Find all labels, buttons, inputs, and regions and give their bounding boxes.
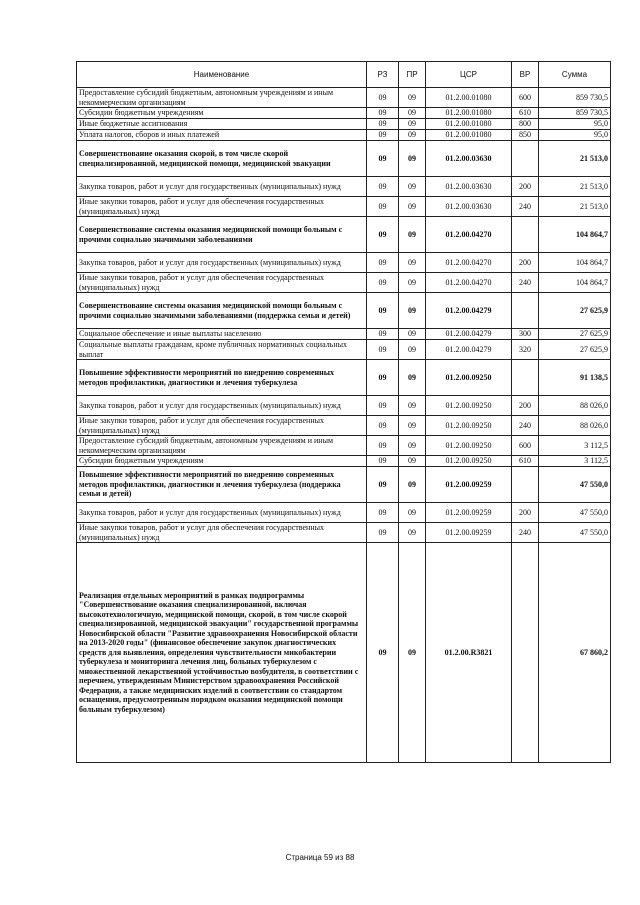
cell-name: Социальное обеспечение и иные выплаты населению xyxy=(77,329,367,340)
cell-pr: 09 xyxy=(399,396,426,416)
cell-pr: 09 xyxy=(399,253,426,273)
cell-name: Повышение эффективности мероприятий по внедрению современных методов профилактики, диагностики и лечения туберкулеза xyxy=(77,360,367,396)
cell-csr: 01.2.00.04279 xyxy=(426,329,512,340)
cell-name: Совершенствование системы оказания медицинской помощи больным с прочими социально значимыми заболеваниями xyxy=(77,217,367,253)
cell-pr: 09 xyxy=(399,293,426,329)
cell-rz: 09 xyxy=(367,396,399,416)
cell-sum: 104 864,7 xyxy=(539,253,611,273)
cell-name: Иные закупки товаров, работ и услуг для обеспечения государственных (муниципальных) нужд xyxy=(77,273,367,293)
cell-csr: 01.2.00.09250 xyxy=(426,416,512,436)
cell-vr: 800 xyxy=(512,119,539,130)
cell-vr: 850 xyxy=(512,130,539,141)
cell-csr: 01.2.00.01080 xyxy=(426,130,512,141)
cell-pr: 09 xyxy=(399,108,426,119)
cell-sum: 91 138,5 xyxy=(539,360,611,396)
cell-csr: 01.2.00.03630 xyxy=(426,141,512,177)
cell-rz: 09 xyxy=(367,217,399,253)
cell-pr: 09 xyxy=(399,119,426,130)
cell-rz: 09 xyxy=(367,119,399,130)
cell-vr xyxy=(512,360,539,396)
cell-sum: 21 513,0 xyxy=(539,141,611,177)
table-row xyxy=(77,543,611,763)
table-row xyxy=(77,217,611,253)
cell-pr: 09 xyxy=(399,130,426,141)
table-row xyxy=(77,119,611,130)
table-row xyxy=(77,88,611,108)
cell-pr: 09 xyxy=(399,273,426,293)
cell-name: Повышение эффективности мероприятий по внедрению современных методов профилактики, диагностики и лечения туберкулеза (поддержка семьи и детей) xyxy=(77,467,367,503)
table-row xyxy=(77,141,611,177)
cell-rz: 09 xyxy=(367,293,399,329)
table-row xyxy=(77,273,611,293)
cell-rz: 09 xyxy=(367,130,399,141)
cell-rz: 09 xyxy=(367,197,399,217)
cell-name: Субсидии бюджетным учреждениям xyxy=(77,456,367,467)
cell-vr: 300 xyxy=(512,329,539,340)
cell-rz: 09 xyxy=(367,177,399,197)
cell-rz: 09 xyxy=(367,108,399,119)
header-name: Наименование xyxy=(77,62,367,88)
cell-csr: 01.2.00.09259 xyxy=(426,467,512,503)
cell-pr: 09 xyxy=(399,360,426,396)
header-pr: ПР xyxy=(399,62,426,88)
cell-csr: 01.2.00.04270 xyxy=(426,273,512,293)
cell-rz: 09 xyxy=(367,503,399,523)
cell-sum: 104 864,7 xyxy=(539,273,611,293)
cell-sum: 88 026,0 xyxy=(539,396,611,416)
cell-pr: 09 xyxy=(399,217,426,253)
budget-table xyxy=(76,61,611,763)
cell-csr: 01.2.00.03630 xyxy=(426,197,512,217)
cell-name: Иные закупки товаров, работ и услуг для обеспечения государственных (муниципальных) нужд xyxy=(77,197,367,217)
table-row xyxy=(77,293,611,329)
cell-csr: 01.2.00.01080 xyxy=(426,108,512,119)
table-row xyxy=(77,177,611,197)
cell-name: Иные закупки товаров, работ и услуг для обеспечения государственных (муниципальных) нужд xyxy=(77,416,367,436)
cell-vr: 200 xyxy=(512,396,539,416)
cell-name: Реализация отдельных мероприятий в рамках подпрограммы "Совершенствование оказания специализированной, включая высокотехнологичную, медицинской помощи, скорой, в том числе скорой специализированной, медицинской эвакуации" государственной программы Новосибирской области "Развитие здравоохранения Новосибирской области на 2013-2020 годы" (финансовое обеспечение закупок диагностических средств для выявления, определения чувствительности микобактерии туберкулеза и мониторинга лечения лиц, больных туберкулезом с множественной лекарственной устойчивостью возбудителя, в соответствии с перечнем, утвержденным Министерством здравоохранения Российской Федерации, а также медицинских изделий в соответствии со стандартом оснащения, предусмотренным порядком оказания медицинской помощи больным туберкулезом) xyxy=(77,543,367,763)
cell-csr: 01.2.00.01080 xyxy=(426,88,512,108)
table-row xyxy=(77,253,611,273)
cell-sum: 27 625,9 xyxy=(539,340,611,360)
cell-rz: 09 xyxy=(367,273,399,293)
cell-sum: 95,0 xyxy=(539,119,611,130)
header-rz: РЗ xyxy=(367,62,399,88)
cell-vr: 320 xyxy=(512,340,539,360)
cell-pr: 09 xyxy=(399,523,426,543)
cell-name: Закупка товаров, работ и услуг для государственных (муниципальных) нужд xyxy=(77,177,367,197)
cell-vr: 240 xyxy=(512,197,539,217)
cell-name: Закупка товаров, работ и услуг для государственных (муниципальных) нужд xyxy=(77,396,367,416)
cell-vr: 610 xyxy=(512,456,539,467)
cell-name: Иные бюджетные ассигнования xyxy=(77,119,367,130)
header-vr: ВР xyxy=(512,62,539,88)
cell-pr: 09 xyxy=(399,467,426,503)
table-row xyxy=(77,396,611,416)
cell-name: Закупка товаров, работ и услуг для государственных (муниципальных) нужд xyxy=(77,503,367,523)
cell-rz: 09 xyxy=(367,523,399,543)
cell-name: Уплата налогов, сборов и иных платежей xyxy=(77,130,367,141)
table-row xyxy=(77,130,611,141)
cell-csr: 01.2.00.09259 xyxy=(426,523,512,543)
cell-csr: 01.2.00.04270 xyxy=(426,217,512,253)
cell-vr: 200 xyxy=(512,177,539,197)
cell-vr: 600 xyxy=(512,436,539,456)
cell-pr: 09 xyxy=(399,456,426,467)
table-row xyxy=(77,456,611,467)
header-csr: ЦСР xyxy=(426,62,512,88)
cell-sum: 88 026,0 xyxy=(539,416,611,436)
cell-name: Совершенствование оказания скорой, в том числе скорой специализированной, медицинской помощи, медицинской эвакуации xyxy=(77,141,367,177)
cell-sum: 859 730,5 xyxy=(539,108,611,119)
table-body xyxy=(77,88,611,763)
cell-pr: 09 xyxy=(399,177,426,197)
cell-pr: 09 xyxy=(399,329,426,340)
cell-sum: 104 864,7 xyxy=(539,217,611,253)
cell-vr: 240 xyxy=(512,416,539,436)
cell-name: Совершенствование системы оказания медицинской помощи больным с прочими социально значимыми заболеваниями (поддержка семьи и детей) xyxy=(77,293,367,329)
cell-vr xyxy=(512,217,539,253)
cell-name: Субсидии бюджетным учреждениям xyxy=(77,108,367,119)
cell-name: Предоставление субсидий бюджетным, автономным учреждениям и иным некоммерческим организациям xyxy=(77,88,367,108)
cell-name: Социальные выплаты гражданам, кроме публичных нормативных социальных выплат xyxy=(77,340,367,360)
cell-csr: 01.2.00.04279 xyxy=(426,293,512,329)
cell-pr: 09 xyxy=(399,416,426,436)
cell-csr: 01.2.00.R3821 xyxy=(426,543,512,763)
cell-csr: 01.2.00.03630 xyxy=(426,177,512,197)
cell-sum: 67 860,2 xyxy=(539,543,611,763)
cell-rz: 09 xyxy=(367,340,399,360)
cell-rz: 09 xyxy=(367,253,399,273)
cell-pr: 09 xyxy=(399,340,426,360)
cell-rz: 09 xyxy=(367,436,399,456)
table-row xyxy=(77,340,611,360)
table-row xyxy=(77,523,611,543)
cell-sum: 27 625,9 xyxy=(539,329,611,340)
cell-csr: 01.2.00.09250 xyxy=(426,456,512,467)
cell-csr: 01.2.00.09259 xyxy=(426,503,512,523)
cell-csr: 01.2.00.04279 xyxy=(426,340,512,360)
cell-sum: 859 730,5 xyxy=(539,88,611,108)
table-row xyxy=(77,197,611,217)
cell-pr: 09 xyxy=(399,503,426,523)
cell-rz: 09 xyxy=(367,141,399,177)
table-row xyxy=(77,108,611,119)
cell-vr: 600 xyxy=(512,88,539,108)
cell-pr: 09 xyxy=(399,141,426,177)
cell-rz: 09 xyxy=(367,360,399,396)
cell-name: Предоставление субсидий бюджетным, автономным учреждениям и иным некоммерческим организациям xyxy=(77,436,367,456)
table-row xyxy=(77,329,611,340)
cell-sum: 21 513,0 xyxy=(539,197,611,217)
table-row xyxy=(77,467,611,503)
cell-pr: 09 xyxy=(399,88,426,108)
cell-csr: 01.2.00.09250 xyxy=(426,396,512,416)
cell-sum: 3 112,5 xyxy=(539,456,611,467)
table-row xyxy=(77,416,611,436)
cell-csr: 01.2.00.01080 xyxy=(426,119,512,130)
cell-sum: 27 625,9 xyxy=(539,293,611,329)
cell-vr: 240 xyxy=(512,523,539,543)
cell-sum: 95,0 xyxy=(539,130,611,141)
cell-vr xyxy=(512,141,539,177)
cell-rz: 09 xyxy=(367,456,399,467)
header-sum: Сумма xyxy=(539,62,611,88)
cell-rz: 09 xyxy=(367,416,399,436)
cell-sum: 47 550,0 xyxy=(539,503,611,523)
cell-csr: 01.2.00.09250 xyxy=(426,360,512,396)
page-number: Страница 59 из 88 xyxy=(285,853,355,862)
cell-vr: 610 xyxy=(512,108,539,119)
cell-pr: 09 xyxy=(399,436,426,456)
cell-csr: 01.2.00.09250 xyxy=(426,436,512,456)
cell-vr xyxy=(512,467,539,503)
table-row xyxy=(77,436,611,456)
cell-vr xyxy=(512,293,539,329)
cell-name: Иные закупки товаров, работ и услуг для обеспечения государственных (муниципальных) нужд xyxy=(77,523,367,543)
cell-vr: 200 xyxy=(512,253,539,273)
cell-sum: 47 550,0 xyxy=(539,523,611,543)
cell-rz: 09 xyxy=(367,329,399,340)
cell-sum: 21 513,0 xyxy=(539,177,611,197)
cell-vr: 240 xyxy=(512,273,539,293)
table-row xyxy=(77,503,611,523)
table-row xyxy=(77,360,611,396)
cell-rz: 09 xyxy=(367,467,399,503)
cell-vr: 200 xyxy=(512,503,539,523)
cell-rz: 09 xyxy=(367,543,399,763)
cell-pr: 09 xyxy=(399,543,426,763)
cell-pr: 09 xyxy=(399,197,426,217)
cell-csr: 01.2.00.04270 xyxy=(426,253,512,273)
cell-rz: 09 xyxy=(367,88,399,108)
table-header-row xyxy=(77,62,611,88)
cell-vr xyxy=(512,543,539,763)
cell-sum: 3 112,5 xyxy=(539,436,611,456)
cell-name: Закупка товаров, работ и услуг для государственных (муниципальных) нужд xyxy=(77,253,367,273)
cell-sum: 47 550,0 xyxy=(539,467,611,503)
